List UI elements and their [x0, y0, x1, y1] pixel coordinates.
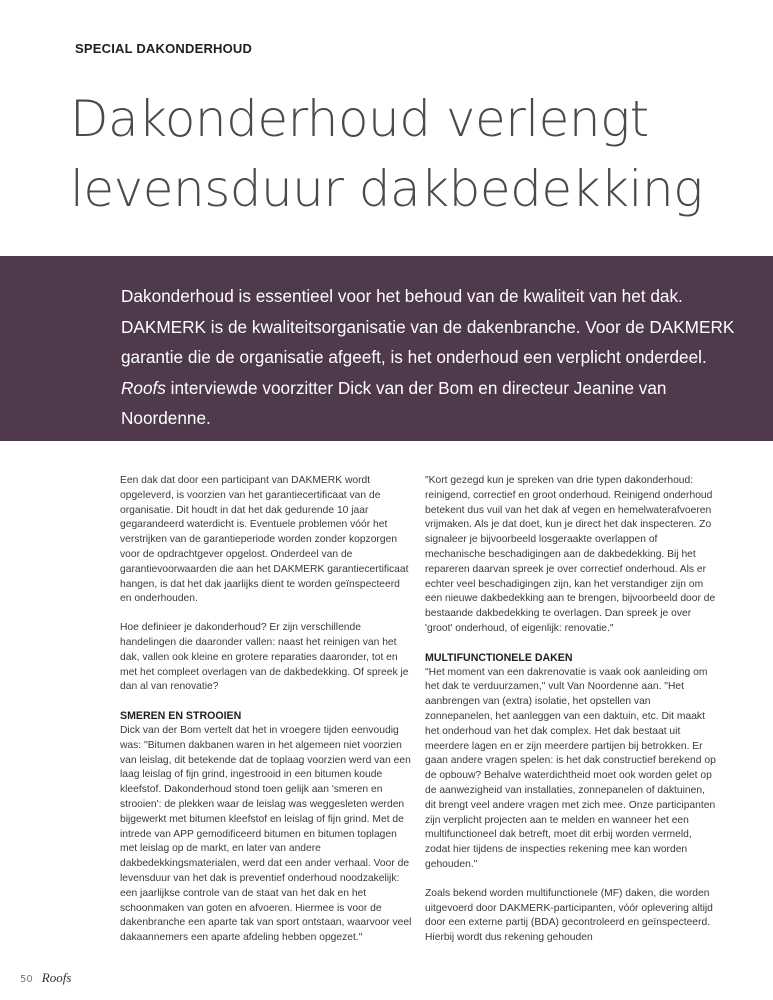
- section-label: SPECIAL DAKONDERHOUD: [75, 41, 253, 56]
- right-column: [425, 474, 717, 946]
- paragraph: "Kort gezegd kun je spreken van drie typen dakonderhoud: reinigend, correctief en groot onderhoud. Reinigend onderhoud betekent dus vuil van het dak af vegen en hemelwaterafvoeren vrijmaken. Als je dat doet, kun je direct het dak inspecteren. Zo signaleer je bijvoorbeeld losgeraakte overlappen of mechanische beschadigingen aan de dakbedekking. Bij het repareren daarvan spreek je over correctief onderhoud. Als er echter veel beschadigingen zijn, kan het verstandiger zijn om een nieuwe dakbedekking aan te brengen, bijvoorbeeld door de bestaande dakbedekking te overlagen. Dan spreek je over 'groot' onderhoud, of eigenlijk: renovatie.": [425, 475, 716, 634]
- intro-part-1: Dakonderhoud is essentieel voor het behoud van de kwaliteit van het dak. DAKMERK is de kwaliteitsorganisatie van de dakenbranche. Voor de DAKMERK garantie die de organisatie afgeeft, is het onderhoud een verplicht onderdeel.: [121, 286, 735, 367]
- intro-part-2: interviewde voorzitter Dick van der Bom en directeur Jeanine van Noordenne.: [121, 377, 667, 428]
- intro-text: [121, 281, 741, 434]
- page-footer: [20, 970, 71, 986]
- paragraph: Dick van der Bom vertelt dat het in vroegere tijden eenvoudig was: "Bitumen dakbanen waren in het algemeen niet voorzien van leislag, dit betekende dat de toplaag voorzien werd van een laag leislag of fijn grind, ingestrooid in een bitumen koude kleefstof. Dakonderhoud stond toen gelijk aan 'smeren en strooien': de plekken waar de leislag was weggesleten werden bijgewerkt met bitumen kleefstof en leislag of fijn grind. Met de intrede van APP gemodificeerd bitumen en bitumen toplagen met leislag op de markt, en later van andere dakbedekkingsmaterialen, werd dat een ander verhaal. Voor de levensduur van het dak is preventief onderhoud noodzakelijk: een jaarlijkse controle van de staat van het dak en het schoonmaken van goten en afvoeren. Hiermee is voor de dakenbranche een aparte tak van sport ontstaan, waarvoor veel dakaannemers een aparte afdeling hebben opgezet.": [120, 724, 412, 944]
- section-heading: MULTIFUNCTIONELE DAKEN: [425, 651, 573, 664]
- left-column: [120, 474, 412, 946]
- intro-magazine-name: Roofs: [121, 377, 166, 398]
- paragraph: Zoals bekend worden multifunctionele (MF) daken, die worden uitgevoerd door DAKMERK-participanten, vóór oplevering altijd door een externe partij (BDA) gecontroleerd en geïnspecteerd. Hierbij wordt dus rekening gehouden: [425, 887, 713, 944]
- paragraph: Een dak dat door een participant van DAKMERK wordt opgeleverd, is voorzien van het garantiecertificaat van de organisatie. Dit houdt in dat het dak gedurende 10 jaar gegarandeerd waterdicht is. Eventuele problemen vóór het verstrijken van de garantieperiode worden zonder kopzorgen voor de opdrachtgever opgelost. Onderdeel van de garantievoorwaarden die aan het DAKMERK garantiecertificaat hangen, is dat het dak jaarlijks dient te worden geïnspecteerd en onderhouden.: [120, 475, 409, 605]
- title-line-2: levensduur dakbedekking: [70, 160, 703, 218]
- section-heading: SMEREN EN STROOIEN: [120, 710, 242, 723]
- title-line-1: Dakonderhoud verlengt: [70, 90, 649, 148]
- page-number: 50: [20, 974, 33, 985]
- article-title: [70, 84, 703, 224]
- magazine-name: Roofs: [41, 970, 72, 985]
- paragraph: "Het moment van een dakrenovatie is vaak ook aanleiding om het dak te verduurzamen," vult Van Noordenne aan. "Het aanbrengen van (extra) isolatie, het opstellen van zonnepanelen, het aanleggen van een daktuin, etc. Dit maakt het onderhoud van het dak complex. Het dak bestaat uit meerdere lagen en er zijn meerdere partijen bij betrokken. Er gaan andere vragen spelen: is het dak constructief berekend op de opbouw? Behalve waterdichtheid moet ook worden gelet op de aanwezigheid van installaties, zonnepanelen of daktuinen, dit brengt veel andere vragen met zich mee. Onze participanten zijn verplicht projecten aan te melden en wanneer het een multifunctioneel dak betreft, moet dit erbij worden vermeld, zodat hier tijdens de inspecties rekening mee kan worden gehouden.": [425, 666, 716, 870]
- intro-band: [0, 256, 773, 441]
- paragraph: Hoe definieer je dakonderhoud? Er zijn verschillende handelingen die daaronder vallen: naast het reinigen van het dak, vallen ook kleine en grotere reparaties daaronder, tot en met het compleet overlagen van de dakbedekking. Of spreek je dan al van renovatie?: [120, 622, 409, 693]
